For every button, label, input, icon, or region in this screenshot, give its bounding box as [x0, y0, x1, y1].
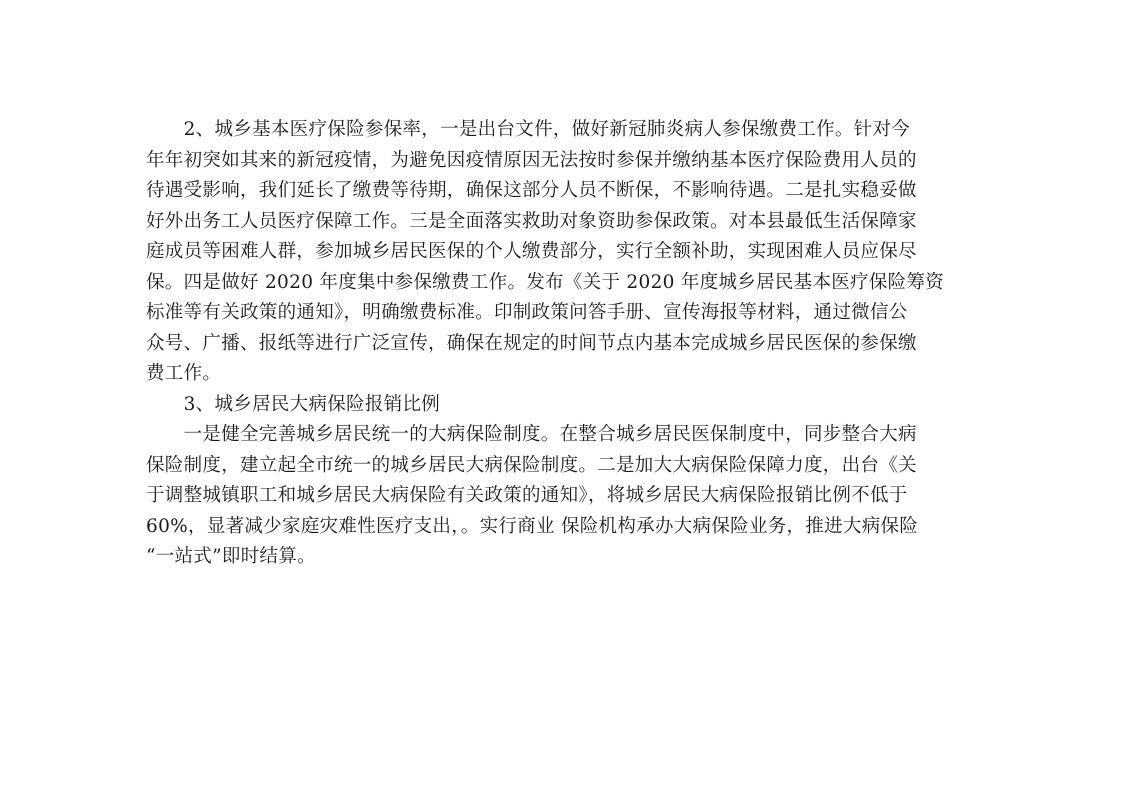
text-line: 庭成员等困难人群，参加城乡居民医保的个人缴费部分，实行全额补助，实现困难人员应保尽	[146, 241, 917, 262]
paragraph-critical-illness	[146, 420, 978, 573]
text-line: 保险制度，建立起全市统一的城乡居民大病保险制度。二是加大大病保险保障力度，出台《关	[146, 454, 917, 476]
text-line: 2、城乡基本医疗保险参保率，一是出台文件，做好新冠肺炎病人参保缴费工作。针对今	[146, 119, 911, 140]
text-line: 60%，显著减少家庭灾难性医疗支出，。实行商业 保险机构承办大病保险业务，推进大病保险	[146, 515, 919, 537]
text-line: 年年初突如其来的新冠疫情，为避免因疫情原因无法按时参保并缴纳基本医疗保险费用人员的	[146, 149, 917, 171]
text-line: 众号、广播、报纸等进行广泛宣传，确保在规定的时间节点内基本完成城乡居民医保的参保缴	[146, 332, 917, 354]
text-line: 保。四是做好 2020 年度集中参保缴费工作。发布《关于 2020 年度城乡居民基本医疗保险筹资	[146, 271, 945, 293]
text-line: “一站式”即时结算。	[146, 546, 316, 567]
text-line: 一是健全完善城乡居民统一的大病保险制度。在整合城乡居民医保制度中，同步整合大病	[146, 424, 917, 445]
paragraph-enrollment-rate	[146, 115, 978, 390]
text-line: 待遇受影响，我们延长了缴费等待期，确保这部分人员不断保，不影响待遇。二是扎实稳妥做	[146, 180, 917, 201]
heading-line: 3、城乡居民大病保险报销比例	[146, 393, 441, 415]
text-line: 标准等有关政策的通知》，明确缴费标准。印制政策问答手册、宣传海报等材料，通过微信公	[146, 302, 908, 323]
text-line: 费工作。	[146, 363, 222, 384]
section-heading-critical-illness	[146, 390, 978, 421]
text-line: 于调整城镇职工和城乡居民大病保险有关政策的通知》，将城乡居民大病保险报销比例不低于	[146, 485, 908, 506]
document-body	[146, 115, 978, 573]
text-line: 好外出务工人员医疗保障工作。三是全面落实救助对象资助参保政策。对本县最低生活保障家	[146, 210, 917, 232]
